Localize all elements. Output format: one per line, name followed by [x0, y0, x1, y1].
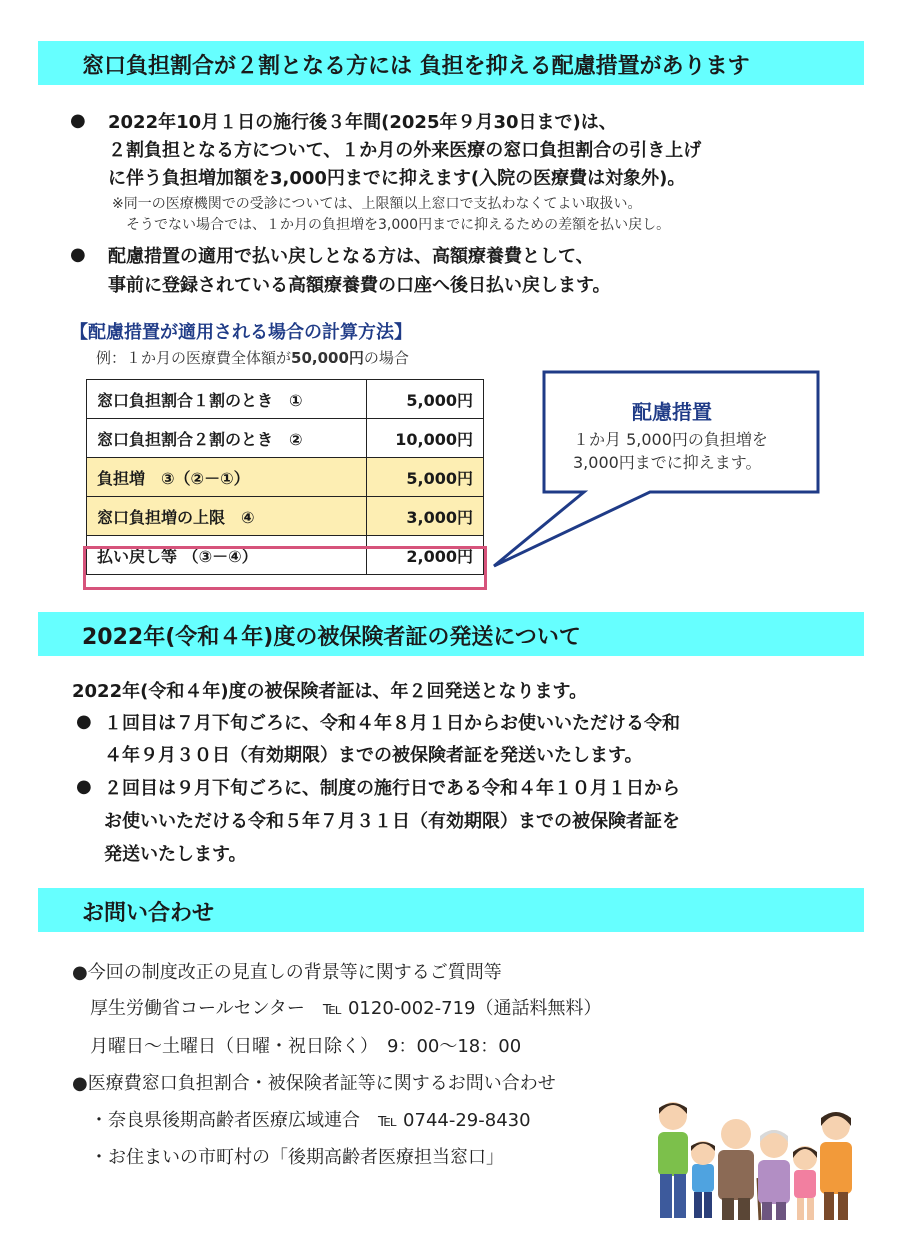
section-heading-inquiry — [38, 888, 864, 932]
grandfather-figure — [718, 1119, 760, 1220]
inquiry-line: 月曜日～土曜日（日曜・祝日除く） 9：00～18：00 — [90, 1036, 522, 1057]
calc-example-amount: 50,000円 — [291, 349, 364, 367]
inquiry-line: ●医療費窓口負担割合・被保険者証等に関するお問い合わせ — [72, 1073, 556, 1094]
calc-method-heading: 【配慮措置が適用される場合の計算方法】 — [70, 322, 412, 343]
calc-example-suffix: の場合 — [363, 349, 409, 367]
table-cell-value: 5,000円 — [367, 458, 484, 497]
card-intro: 2022年(令和４年)度の被保険者証は、年２回発送となります。 — [72, 681, 588, 702]
table-cell-label: 払い戻し等 （③－④） — [87, 536, 367, 575]
card-text-line: １回目は７月下旬ごろに、令和４年８月１日からお使いいただける令和 — [104, 713, 680, 734]
callout-title: 配慮措置 — [632, 400, 712, 424]
relief-text-line: ２割負担となる方について、１か月の外来医療の窓口負担割合の引き上げ — [108, 140, 702, 161]
refund-text-line: 配慮措置の適用で払い戻しとなる方は、高額療養費として、 — [108, 246, 594, 267]
bullet-icon: ● — [70, 110, 86, 131]
callout-line: １か月 5,000円の負担増を — [573, 430, 768, 449]
table-cell-label: 負担増 ③（②－①） — [87, 458, 367, 497]
section-heading-relief — [38, 41, 864, 85]
table-row — [87, 380, 484, 419]
section-heading-text: 窓口負担割合が２割となる方には 負担を抑える配慮措置があります — [82, 54, 750, 79]
card-text-line: お使いいただける令和５年７月３１日（有効期限）までの被保険者証を — [104, 811, 680, 832]
relief-note-line: そうでない場合では、１か月の負担増を3,000円までに抑えるための差額を払い戻し。 — [126, 217, 671, 233]
refund-row-highlight — [83, 546, 487, 590]
table-cell-label: 窓口負担割合２割のとき ② — [87, 419, 367, 458]
table-cell-label: 窓口負担割合１割のとき ① — [87, 380, 367, 419]
section-heading-text: 2022年(令和４年)度の被保険者証の発送について — [82, 625, 581, 650]
table-row — [87, 497, 484, 536]
inquiry-line: ・お住まいの市町村の「後期高齢者医療担当窓口」 — [90, 1147, 504, 1168]
family-illustration — [650, 1098, 870, 1223]
mother-figure — [820, 1112, 852, 1220]
relief-text-line: に伴う負担増加額を3,000円までに抑えます(入院の医療費は対象外)。 — [108, 168, 686, 189]
card-text-line: ２回目は９月下旬ごろに、制度の施行日である令和４年１０月１日から — [104, 778, 680, 799]
relief-text-line: 2022年10月１日の施行後３年間(2025年９月30日まで)は、 — [108, 112, 617, 133]
table-cell-value: 5,000円 — [367, 380, 484, 419]
table-row — [87, 419, 484, 458]
table-cell-value: 10,000円 — [367, 419, 484, 458]
table-cell-value: 2,000円 — [367, 536, 484, 575]
callout-line: 3,000円までに抑えます。 — [573, 453, 762, 472]
refund-text-line: 事前に登録されている高額療養費の口座へ後日払い戻します。 — [108, 275, 611, 296]
inquiry-line: ・奈良県後期高齢者医療広域連合 ℡ 0744-29-8430 — [90, 1110, 531, 1131]
relief-note-line: ※同一の医療機関での受診については、上限額以上窓口で支払わなくてよい取扱い。 — [112, 196, 642, 212]
bullet-icon: ● — [76, 711, 92, 732]
section-heading-insurance-card — [38, 612, 864, 656]
table-cell-label: 窓口負担増の上限 ④ — [87, 497, 367, 536]
table-row — [87, 458, 484, 497]
section-heading-text: お問い合わせ — [82, 901, 215, 926]
bullet-icon: ● — [76, 776, 92, 797]
inquiry-line: ●今回の制度改正の見直しの背景等に関するご質問等 — [72, 962, 502, 983]
calc-example — [96, 347, 409, 368]
card-text-line: ４年９月３０日（有効期限）までの被保険者証を発送いたします。 — [104, 745, 643, 766]
grandmother-figure — [758, 1130, 790, 1220]
table-cell-value: 3,000円 — [367, 497, 484, 536]
bullet-icon: ● — [70, 244, 86, 265]
boy-figure — [691, 1141, 715, 1218]
girl-figure — [793, 1146, 817, 1220]
inquiry-line: 厚生労働省コールセンター ℡ 0120-002-719（通話料無料） — [90, 998, 602, 1019]
father-figure — [658, 1102, 688, 1218]
card-text-line: 発送いたします。 — [104, 844, 247, 865]
calc-example-prefix: 例：１か月の医療費全体額が — [96, 349, 292, 367]
